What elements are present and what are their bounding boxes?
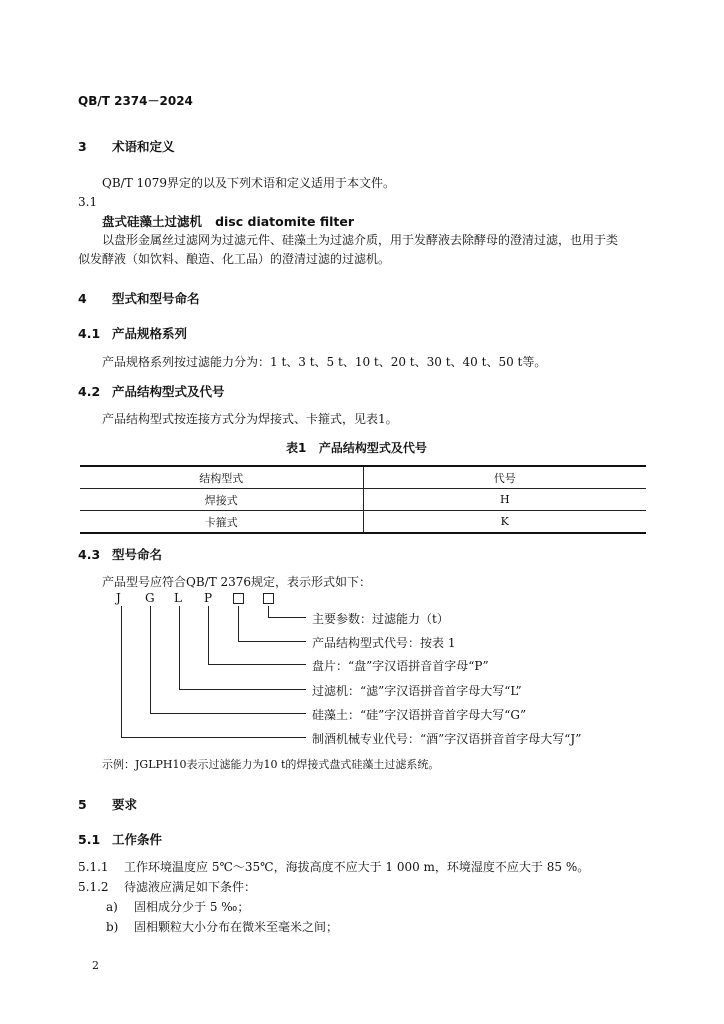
clause-5-1-1 — [78, 858, 589, 875]
term-definition-line2: 似发酵液（如饮料、酿造、化工品）的澄清过滤的过滤机。 — [78, 252, 391, 266]
subsection-title: 工作条件 — [112, 832, 163, 847]
table-cell: H — [363, 489, 646, 511]
clause-number: 5.1.2 — [78, 880, 109, 894]
section-number: 5 — [78, 797, 87, 812]
leader-line — [150, 606, 151, 713]
model-letter-g: G — [145, 591, 155, 605]
clause-5-1-2 — [78, 878, 256, 895]
model-desc-wine-machinery: 制酒机械专业代号：“酒”字汉语拼音首字母大写“J” — [312, 732, 582, 746]
leader-line — [121, 737, 306, 738]
leader-line — [268, 606, 269, 617]
section-number: 3 — [78, 139, 87, 154]
list-item-label: b) — [106, 920, 119, 934]
model-letter-l: L — [174, 591, 182, 605]
table-cell: K — [363, 511, 646, 534]
table-caption-number: 表1 — [286, 441, 307, 455]
table-cell: 卡箍式 — [80, 511, 363, 534]
term-definition-line1: 以盘形金属丝过滤网为过滤元件、硅藻土为过滤介质，用于发酵液去除酵母的澄清过滤，也用于类 — [102, 233, 619, 247]
leader-line — [179, 606, 180, 689]
model-desc-structure: 产品结构型式代号：按表 1 — [312, 636, 456, 650]
section-title: 术语和定义 — [112, 139, 175, 154]
model-letter-p: P — [204, 591, 213, 605]
table-row — [80, 511, 646, 534]
model-letter-j: J — [116, 591, 121, 605]
clause-number: 5.1.1 — [78, 860, 109, 874]
leader-line — [268, 617, 306, 618]
table-header-cell: 代号 — [363, 466, 646, 489]
section-title: 型式和型号命名 — [112, 291, 200, 306]
structure-code-box — [233, 593, 244, 604]
model-desc-diatomite: 硅藻土：“硅”字汉语拼音首字母大写“G” — [312, 708, 527, 722]
leader-line — [121, 606, 122, 737]
list-item — [106, 898, 249, 915]
subsection-4-3-text: 产品型号应符合QB/T 2376规定，表示形式如下： — [102, 575, 372, 589]
list-item-text: 固相颗粒大小分布在微米至毫米之间； — [134, 920, 339, 934]
model-desc-capacity: 主要参数：过滤能力（t） — [312, 612, 449, 626]
leader-line — [208, 664, 306, 665]
table-cell: 焊接式 — [80, 489, 363, 511]
section-4-heading — [78, 289, 200, 307]
clause-text: 工作环境温度应 5℃～35℃，海拔高度不应大于 1 000 m，环境湿度不应大于 85 %。 — [124, 860, 590, 874]
subsection-title: 型号命名 — [112, 547, 163, 562]
leader-line — [208, 606, 209, 664]
model-example: 示例：JGLPH10表示过滤能力为10 t的焊接式盘式硅藻土过滤系统。 — [102, 758, 440, 771]
subsection-number: 5.1 — [78, 832, 101, 847]
section-number: 4 — [78, 291, 87, 306]
subsection-4-3-heading — [78, 545, 162, 563]
model-desc-filter: 过滤机：“滤”字汉语拼音首字母大写“L” — [312, 684, 522, 698]
subsection-4-2-heading — [78, 382, 225, 400]
term-title-cn: 盘式硅藻土过滤机 — [102, 214, 203, 229]
leader-line — [238, 641, 306, 642]
subsection-4-2-text: 产品结构型式按连接方式分为焊接式、卡箍式，见表1。 — [102, 412, 398, 426]
section-3-heading — [78, 137, 175, 155]
section-3-intro: QB/T 1079界定的以及下列术语和定义适用于本文件。 — [102, 176, 396, 190]
subsection-number: 4.1 — [78, 326, 101, 341]
subsection-number: 4.2 — [78, 384, 101, 399]
subsection-4-1-text: 产品规格系列按过滤能力分为：1 t、3 t、5 t、10 t、20 t、30 t、40 t、50 t等。 — [102, 355, 547, 369]
structure-type-table — [80, 465, 646, 534]
table-header-cell: 结构型式 — [80, 466, 363, 489]
standard-number: QB/T 2374－2024 — [78, 94, 193, 108]
subsection-5-1-heading — [78, 830, 162, 848]
term-title-en: disc diatomite filter — [215, 214, 355, 229]
term-title — [102, 212, 354, 230]
leader-line — [179, 689, 306, 690]
leader-line — [150, 713, 306, 714]
subsection-title: 产品规格系列 — [112, 326, 188, 341]
list-item-label: a) — [106, 900, 118, 914]
table-header-row — [80, 466, 646, 489]
list-item — [106, 918, 338, 935]
clause-text: 待滤液应满足如下条件： — [124, 880, 257, 894]
subsection-number: 4.3 — [78, 547, 101, 562]
table-caption-title: 产品结构型式及代号 — [318, 441, 427, 455]
term-number: 3.1 — [78, 195, 98, 209]
model-desc-disc: 盘片：“盘”字汉语拼音首字母“P” — [312, 659, 489, 673]
list-item-text: 固相成分少于 5 ‰； — [134, 900, 250, 914]
table-row — [80, 489, 646, 511]
section-5-heading — [78, 795, 137, 813]
section-title: 要求 — [112, 797, 138, 812]
leader-line — [238, 606, 239, 641]
page-number: 2 — [92, 959, 99, 972]
subsection-4-1-heading — [78, 324, 187, 342]
subsection-title: 产品结构型式及代号 — [112, 384, 225, 399]
table-caption — [286, 439, 427, 456]
capacity-code-box — [263, 593, 274, 604]
